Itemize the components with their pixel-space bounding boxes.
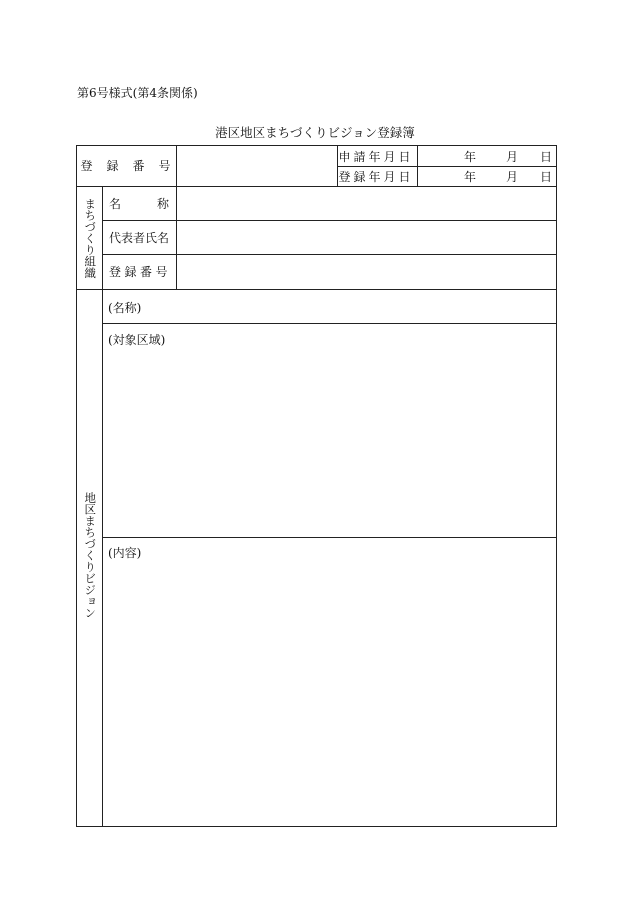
representative-label: 代表者氏名: [109, 230, 170, 245]
representative-field[interactable]: [180, 220, 552, 254]
year-unit: 年: [464, 170, 477, 184]
day-unit: 日: [540, 170, 553, 184]
application-date-label: 申請年月日: [338, 149, 414, 164]
page-title: 港区地区まちづくりビジョン登録簿: [215, 125, 415, 140]
form-number: 第6号様式(第4条関係): [77, 86, 198, 100]
year-unit: 年: [464, 149, 477, 164]
row-divider: [102, 323, 557, 324]
vision-name-field[interactable]: [104, 290, 555, 322]
registration-number-field[interactable]: [180, 145, 334, 186]
table-border-bottom: [76, 826, 557, 827]
day-unit: 日: [540, 149, 553, 164]
col-divider: [176, 186, 177, 289]
org-name-field[interactable]: [180, 186, 552, 220]
row-divider: [102, 537, 557, 538]
registration-date-label: 登録年月日: [338, 170, 414, 184]
col-divider: [102, 186, 103, 827]
vision-section-label: 地区まちづくりビジョン: [83, 491, 98, 619]
content-field[interactable]: [104, 563, 555, 824]
target-area-field[interactable]: [104, 350, 555, 535]
org-registration-number-field[interactable]: [180, 254, 552, 289]
col-divider: [176, 145, 177, 186]
registration-number-label: 登 録 番 号: [80, 159, 172, 173]
table-border-right: [556, 145, 557, 827]
organization-section-label: まちづくり組織: [83, 197, 98, 279]
month-unit: 月: [506, 149, 519, 164]
org-registration-number-label: 登録番号: [109, 265, 172, 279]
org-name-label: 名 称: [109, 196, 170, 211]
col-divider: [417, 145, 418, 186]
content-label: (内容): [108, 546, 142, 560]
target-area-label: (対象区域): [108, 333, 166, 347]
month-unit: 月: [506, 170, 519, 184]
vision-name-label: (名称): [108, 301, 142, 315]
